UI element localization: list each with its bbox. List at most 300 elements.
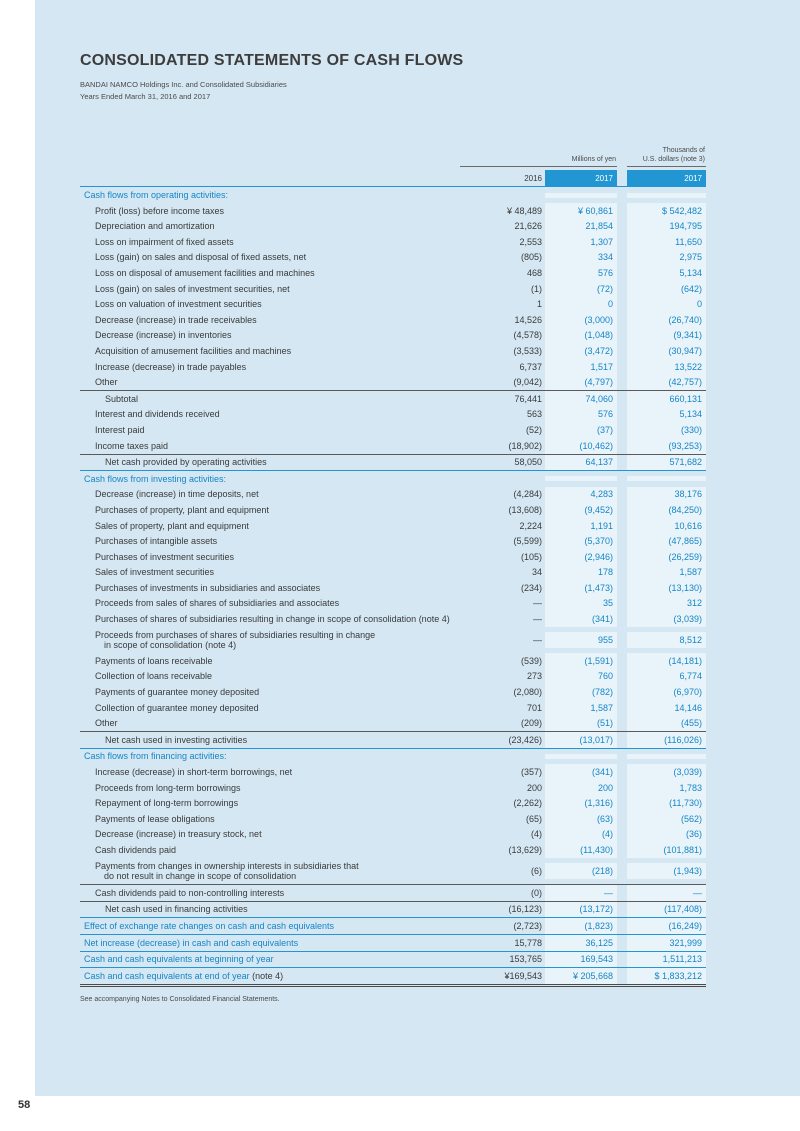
row-label: Loss on impairment of fixed assets bbox=[95, 236, 234, 247]
column-gap bbox=[617, 973, 627, 978]
column-gap bbox=[617, 380, 627, 385]
value-2017-yen: 1,307 bbox=[545, 234, 617, 250]
value-2017-yen: 64,137 bbox=[545, 455, 617, 471]
column-gap bbox=[617, 224, 627, 229]
value-2016-yen: (539) bbox=[520, 655, 542, 666]
column-gap bbox=[617, 193, 627, 198]
value-2017-usd: (84,250) bbox=[627, 502, 706, 518]
column-gap bbox=[617, 317, 627, 322]
subtitle-company: BANDAI NAMCO Holdings Inc. and Consolidated Subsidiaries bbox=[80, 80, 287, 89]
column-group-usd bbox=[627, 146, 706, 167]
value-2017-usd: 312 bbox=[627, 596, 706, 612]
table-row bbox=[80, 454, 706, 471]
value-2016-yen: (9,042) bbox=[513, 377, 542, 388]
value-2017-usd: 8,512 bbox=[627, 632, 706, 648]
row-label: Other bbox=[95, 718, 118, 729]
value-2016-yen: (2,262) bbox=[513, 798, 542, 809]
table-row bbox=[80, 312, 706, 328]
table-bottom-rule bbox=[80, 984, 706, 987]
value-2017-yen: (1,048) bbox=[545, 328, 617, 344]
value-2017-usd: (13,130) bbox=[627, 580, 706, 596]
row-label: Cash dividends paid bbox=[95, 844, 177, 855]
value-2017-usd: 38,176 bbox=[627, 487, 706, 503]
value-2017-usd: (9,341) bbox=[627, 328, 706, 344]
table-row bbox=[80, 967, 706, 984]
row-label: Acquisition of amusement facilities and machines bbox=[95, 345, 292, 356]
value-2017-usd: $ 1,833,212 bbox=[627, 968, 706, 984]
table-row bbox=[80, 811, 706, 827]
row-label: Payments of loans receivable bbox=[95, 655, 213, 666]
value-2016-yen: (357) bbox=[520, 767, 542, 778]
value-2017-yen: (341) bbox=[545, 764, 617, 780]
value-2016-yen: 2,224 bbox=[519, 520, 542, 531]
row-label-suffix: (note 4) bbox=[249, 970, 284, 981]
column-gap bbox=[617, 690, 627, 695]
column-gap bbox=[617, 396, 627, 401]
value-2016-yen: — bbox=[533, 614, 542, 625]
column-gap bbox=[617, 554, 627, 559]
value-2016-yen: (3,533) bbox=[513, 345, 542, 356]
column-gap bbox=[617, 476, 627, 481]
value-2016-yen: (0) bbox=[531, 887, 542, 898]
document-body bbox=[35, 0, 800, 1003]
column-gap bbox=[617, 617, 627, 622]
value-2017-yen: (218) bbox=[545, 863, 617, 879]
value-2017-yen: ¥ 205,668 bbox=[545, 968, 617, 984]
table-row bbox=[80, 502, 706, 518]
column-gap bbox=[617, 539, 627, 544]
value-2017-usd: (30,947) bbox=[627, 343, 706, 359]
column-gap bbox=[617, 785, 627, 790]
column-gap bbox=[617, 443, 627, 448]
value-2017-usd: (101,881) bbox=[627, 842, 706, 858]
value-2017-yen: (1,316) bbox=[545, 796, 617, 812]
row-label: Cash flows from investing activities: bbox=[84, 473, 227, 484]
value-2016-yen: (13,629) bbox=[508, 844, 542, 855]
table-row bbox=[80, 764, 706, 780]
column-gap bbox=[617, 523, 627, 528]
column-gap bbox=[617, 302, 627, 307]
table-row bbox=[80, 487, 706, 503]
row-label: Sales of property, plant and equipment bbox=[95, 520, 249, 531]
table-row bbox=[80, 716, 706, 732]
value-2017-usd: 194,795 bbox=[627, 219, 706, 235]
column-gap bbox=[617, 754, 627, 759]
value-2017-usd: (642) bbox=[627, 281, 706, 297]
value-2017-yen: (4) bbox=[545, 827, 617, 843]
column-gap bbox=[617, 638, 627, 643]
table-row bbox=[80, 748, 706, 765]
value-2017-yen bbox=[545, 193, 617, 198]
value-2016-yen: 76,441 bbox=[514, 393, 542, 404]
column-gap bbox=[617, 738, 627, 743]
value-2017-usd bbox=[627, 754, 706, 759]
table-row bbox=[80, 375, 706, 391]
column-gap bbox=[617, 721, 627, 726]
row-label: Cash dividends paid to non-controlling interests bbox=[95, 887, 285, 898]
row-label: Cash flows from financing activities: bbox=[84, 751, 227, 762]
value-2017-yen: (9,452) bbox=[545, 502, 617, 518]
value-2017-usd: (117,408) bbox=[627, 902, 706, 918]
row-label: Net cash used in financing activities bbox=[105, 904, 248, 915]
row-label: Depreciation and amortization bbox=[95, 221, 215, 232]
value-2017-usd: 5,134 bbox=[627, 407, 706, 423]
table-row bbox=[80, 653, 706, 669]
value-2016-yen: (4,578) bbox=[513, 330, 542, 341]
year-header-2017-usd: 2017 bbox=[627, 170, 706, 186]
column-gap bbox=[617, 601, 627, 606]
table-row bbox=[80, 297, 706, 313]
table-row bbox=[80, 359, 706, 375]
row-label: Interest and dividends received bbox=[95, 409, 220, 420]
table-row bbox=[80, 534, 706, 550]
value-2017-yen: — bbox=[545, 885, 617, 901]
row-label: Loss on disposal of amusement facilities and machines bbox=[95, 268, 315, 278]
value-2017-usd: (455) bbox=[627, 716, 706, 732]
value-2016-yen: (2,080) bbox=[513, 687, 542, 698]
value-2016-yen: 2,553 bbox=[519, 236, 542, 247]
column-gap bbox=[617, 801, 627, 806]
value-2017-usd: 0 bbox=[627, 297, 706, 313]
value-2017-usd bbox=[627, 193, 706, 198]
value-2017-yen: (13,172) bbox=[545, 902, 617, 918]
column-gap bbox=[617, 924, 627, 929]
value-2016-yen: 1 bbox=[536, 299, 542, 310]
value-2016-yen: 153,765 bbox=[509, 954, 542, 965]
row-label: Sales of investment securities bbox=[95, 567, 215, 578]
value-2016-yen: 15,778 bbox=[514, 937, 542, 948]
value-2016-yen: (16,123) bbox=[508, 904, 542, 915]
value-2017-yen: 1,587 bbox=[545, 700, 617, 716]
value-2017-usd: 5,134 bbox=[627, 265, 706, 281]
row-label: Net cash used in investing activities bbox=[105, 734, 248, 745]
table-row bbox=[80, 827, 706, 843]
value-2017-yen: (1,591) bbox=[545, 653, 617, 669]
value-2017-yen: (10,462) bbox=[545, 438, 617, 454]
row-label: Decrease (increase) in trade receivables bbox=[95, 314, 257, 325]
column-gap bbox=[617, 957, 627, 962]
row-label: Interest paid bbox=[95, 424, 145, 435]
column-gap bbox=[617, 570, 627, 575]
value-2017-yen: (3,472) bbox=[545, 343, 617, 359]
value-2016-yen: 701 bbox=[526, 702, 542, 713]
value-2017-yen: (37) bbox=[545, 422, 617, 438]
value-2017-usd: (26,259) bbox=[627, 549, 706, 565]
row-label: Decrease (increase) in inventories bbox=[95, 330, 232, 341]
row-label: Payments of guarantee money deposited bbox=[95, 687, 260, 698]
value-2017-yen: 74,060 bbox=[545, 391, 617, 407]
value-2016-yen: (2,723) bbox=[513, 920, 542, 931]
row-label: Other bbox=[95, 377, 118, 388]
value-2017-usd: (11,730) bbox=[627, 796, 706, 812]
column-gap bbox=[617, 659, 627, 664]
table-row bbox=[80, 917, 706, 934]
year-header-row bbox=[80, 170, 706, 187]
column-gap bbox=[617, 705, 627, 710]
column-gap bbox=[617, 869, 627, 874]
column-gap bbox=[617, 286, 627, 291]
page-number: 58 bbox=[18, 1099, 31, 1111]
row-label: Proceeds from long-term borrowings bbox=[95, 782, 241, 793]
value-2017-usd: (42,757) bbox=[627, 375, 706, 391]
value-2016-yen: (52) bbox=[525, 424, 542, 435]
value-2016-yen bbox=[460, 754, 545, 759]
table-row bbox=[80, 565, 706, 581]
value-2017-usd: (116,026) bbox=[627, 732, 706, 748]
row-label: Purchases of property, plant and equipment bbox=[95, 504, 269, 515]
row-label: Cash and cash equivalents at end of year (note 4) bbox=[84, 970, 284, 981]
row-label: Purchases of intangible assets bbox=[95, 536, 218, 547]
value-2016-yen: 6,737 bbox=[519, 361, 542, 372]
value-2016-yen bbox=[460, 476, 545, 481]
value-2017-usd: (330) bbox=[627, 422, 706, 438]
column-gap bbox=[617, 890, 627, 895]
value-2017-yen: (13,017) bbox=[545, 732, 617, 748]
value-2017-yen: 35 bbox=[545, 596, 617, 612]
column-gap bbox=[617, 848, 627, 853]
year-header-2017-yen: 2017 bbox=[545, 170, 617, 186]
row-label: Proceeds from purchases of shares of subsidiaries resulting in change in scope of consolidation (note 4) bbox=[95, 629, 376, 651]
value-2016-yen: 34 bbox=[531, 567, 542, 578]
row-label: Loss (gain) on sales and disposal of fixed assets, net bbox=[95, 252, 307, 263]
column-gap bbox=[617, 460, 627, 465]
table-row bbox=[80, 596, 706, 612]
row-label: Payments of lease obligations bbox=[95, 813, 215, 824]
table-row bbox=[80, 951, 706, 968]
value-2016-yen: ¥ 48,489 bbox=[506, 205, 542, 216]
value-2017-yen: 576 bbox=[545, 407, 617, 423]
value-2017-usd: 11,650 bbox=[627, 234, 706, 250]
value-2017-usd: 2,975 bbox=[627, 250, 706, 266]
value-2017-yen: (1,473) bbox=[545, 580, 617, 596]
value-2017-yen: (782) bbox=[545, 684, 617, 700]
value-2016-yen: 200 bbox=[526, 782, 542, 793]
row-label: Repayment of long-term borrowings bbox=[95, 798, 239, 809]
value-2017-usd: 321,999 bbox=[627, 935, 706, 951]
table-row bbox=[80, 390, 706, 407]
table-row bbox=[80, 234, 706, 250]
value-2016-yen: (805) bbox=[520, 252, 542, 263]
value-2017-yen: 169,543 bbox=[545, 952, 617, 968]
row-label: Collection of loans receivable bbox=[95, 671, 213, 682]
table-rows bbox=[80, 187, 706, 983]
column-gap bbox=[617, 208, 627, 213]
table-row bbox=[80, 669, 706, 685]
table-row bbox=[80, 901, 706, 918]
table-row bbox=[80, 731, 706, 748]
value-2017-usd: (3,039) bbox=[627, 764, 706, 780]
table-row bbox=[80, 470, 706, 487]
column-group-millions-yen bbox=[460, 155, 617, 167]
row-label: Purchases of shares of subsidiaries resulting in change in scope of consolidation (note 4) bbox=[95, 614, 450, 625]
row-label: Net increase (decrease) in cash and cash equivalents bbox=[84, 937, 299, 948]
value-2017-yen: 36,125 bbox=[545, 935, 617, 951]
value-2017-yen: 178 bbox=[545, 565, 617, 581]
value-2016-yen: (65) bbox=[525, 813, 542, 824]
value-2017-usd: (16,249) bbox=[627, 918, 706, 934]
column-gap bbox=[617, 240, 627, 245]
value-2017-yen: 760 bbox=[545, 669, 617, 685]
table-row bbox=[80, 281, 706, 297]
value-2016-yen bbox=[460, 193, 545, 198]
table-row bbox=[80, 187, 706, 203]
row-label-line2: in scope of consolidation (note 4) bbox=[104, 640, 237, 651]
table-row bbox=[80, 549, 706, 565]
value-2016-yen: — bbox=[533, 634, 542, 645]
row-label: Loss on valuation of investment securities bbox=[95, 299, 262, 310]
column-gap bbox=[617, 492, 627, 497]
value-2016-yen: (4,284) bbox=[513, 489, 542, 500]
value-2016-yen: (13,608) bbox=[508, 504, 542, 515]
value-2016-yen: 563 bbox=[526, 409, 542, 420]
value-2016-yen: ¥169,543 bbox=[504, 970, 542, 981]
value-2016-yen: — bbox=[533, 598, 542, 609]
table-row bbox=[80, 700, 706, 716]
value-2017-yen: ¥ 60,861 bbox=[545, 203, 617, 219]
column-gap bbox=[617, 586, 627, 591]
row-label: Effect of exchange rate changes on cash and cash equivalents bbox=[84, 920, 335, 931]
value-2017-usd: 660,131 bbox=[627, 391, 706, 407]
row-label-line2: do not result in change in scope of consolidation bbox=[104, 871, 297, 882]
value-2017-usd: (1,943) bbox=[627, 863, 706, 879]
table-row bbox=[80, 842, 706, 858]
value-2017-usd: 13,522 bbox=[627, 359, 706, 375]
content-panel bbox=[35, 0, 800, 1096]
table-row bbox=[80, 684, 706, 700]
value-2017-yen: (1,823) bbox=[545, 918, 617, 934]
column-gap bbox=[617, 364, 627, 369]
value-2017-yen: 4,283 bbox=[545, 487, 617, 503]
value-2016-yen: (6) bbox=[531, 865, 542, 876]
row-label: Increase (decrease) in short-term borrowings, net bbox=[95, 767, 293, 778]
column-gap bbox=[617, 349, 627, 354]
column-gap bbox=[617, 412, 627, 417]
value-2017-usd: (26,740) bbox=[627, 312, 706, 328]
column-gap bbox=[617, 770, 627, 775]
row-label: Cash and cash equivalents at beginning of year bbox=[84, 954, 274, 965]
value-2017-yen: (72) bbox=[545, 281, 617, 297]
row-label: Proceeds from sales of shares of subsidiaries and associates bbox=[95, 598, 340, 609]
value-2016-yen: 14,526 bbox=[514, 314, 542, 325]
cashflow-table bbox=[80, 146, 706, 987]
table-row bbox=[80, 611, 706, 627]
value-2017-yen: (3,000) bbox=[545, 312, 617, 328]
row-label: Cash flows from operating activities: bbox=[84, 190, 229, 201]
value-2017-yen: 200 bbox=[545, 780, 617, 796]
column-group-row bbox=[80, 146, 706, 167]
value-2016-yen: 21,626 bbox=[514, 221, 542, 232]
page-title: CONSOLIDATED STATEMENTS OF CASH FLOWS bbox=[80, 52, 464, 69]
column-gap bbox=[617, 508, 627, 513]
value-2016-yen: (5,599) bbox=[513, 536, 542, 547]
subtitle-years: Years Ended March 31, 2016 and 2017 bbox=[80, 91, 211, 101]
row-label: Subtotal bbox=[105, 393, 139, 404]
value-2017-yen bbox=[545, 476, 617, 481]
value-2017-yen: (5,370) bbox=[545, 534, 617, 550]
column-group-usd-line2: U.S. dollars (note 3) bbox=[642, 156, 705, 164]
table-row bbox=[80, 884, 706, 901]
value-2017-usd: (93,253) bbox=[627, 438, 706, 454]
footnote: See accompanying Notes to Consolidated Financial Statements. bbox=[80, 995, 280, 1003]
value-2016-yen: (18,902) bbox=[508, 440, 542, 451]
value-2017-usd: (562) bbox=[627, 811, 706, 827]
column-gap bbox=[617, 333, 627, 338]
value-2017-yen: (341) bbox=[545, 611, 617, 627]
value-2017-usd: $ 542,482 bbox=[627, 203, 706, 219]
column-gap bbox=[617, 832, 627, 837]
value-2017-usd: 1,587 bbox=[627, 565, 706, 581]
column-group-yen-label: Millions of yen bbox=[571, 156, 616, 164]
row-label: Increase (decrease) in trade payables bbox=[95, 361, 247, 372]
table-row bbox=[80, 934, 706, 951]
table-row bbox=[80, 250, 706, 266]
table-row bbox=[80, 438, 706, 454]
value-2017-usd: (6,970) bbox=[627, 684, 706, 700]
row-label: Decrease (increase) in treasury stock, net bbox=[95, 829, 262, 840]
value-2017-usd: (47,865) bbox=[627, 534, 706, 550]
row-label: Purchases of investment securities bbox=[95, 551, 235, 562]
value-2016-yen: 58,050 bbox=[514, 457, 542, 468]
value-2017-yen: (2,946) bbox=[545, 549, 617, 565]
table-row bbox=[80, 422, 706, 438]
table-row bbox=[80, 780, 706, 796]
row-label: Payments from changes in ownership interests in subsidiaries that do not result in change in scope of consolidation bbox=[95, 860, 359, 882]
column-group-usd-line1: Thousands of bbox=[662, 147, 705, 155]
column-gap bbox=[617, 428, 627, 433]
value-2016-yen: (1) bbox=[531, 283, 542, 294]
row-label: Purchases of investments in subsidiaries and associates bbox=[95, 582, 321, 593]
table-row bbox=[80, 627, 706, 653]
value-2017-yen bbox=[545, 754, 617, 759]
row-label: Loss (gain) on sales of investment securities, net bbox=[95, 283, 290, 294]
value-2017-yen: 334 bbox=[545, 250, 617, 266]
value-2017-usd: 571,682 bbox=[627, 455, 706, 471]
table-row bbox=[80, 796, 706, 812]
row-label: Profit (loss) before income taxes bbox=[95, 205, 225, 216]
row-label: Income taxes paid bbox=[95, 440, 169, 451]
table-row bbox=[80, 518, 706, 534]
table-row bbox=[80, 343, 706, 359]
row-label: Collection of guarantee money deposited bbox=[95, 702, 259, 713]
year-header-2016: 2016 bbox=[524, 174, 542, 184]
table-row bbox=[80, 219, 706, 235]
table-row bbox=[80, 407, 706, 423]
value-2017-yen: (4,797) bbox=[545, 375, 617, 391]
value-2017-usd: 1,783 bbox=[627, 780, 706, 796]
table-row bbox=[80, 580, 706, 596]
value-2017-usd: 14,146 bbox=[627, 700, 706, 716]
value-2017-yen: 1,191 bbox=[545, 518, 617, 534]
table-row bbox=[80, 858, 706, 884]
value-2016-yen: (23,426) bbox=[508, 734, 542, 745]
value-2017-yen: (11,430) bbox=[545, 842, 617, 858]
value-2016-yen: (234) bbox=[520, 582, 542, 593]
value-2017-usd: (36) bbox=[627, 827, 706, 843]
column-gap bbox=[617, 907, 627, 912]
value-2016-yen: 468 bbox=[526, 268, 542, 278]
value-2017-usd: 10,616 bbox=[627, 518, 706, 534]
value-2017-yen: 21,854 bbox=[545, 219, 617, 235]
value-2016-yen: (209) bbox=[520, 718, 542, 729]
value-2017-usd: 6,774 bbox=[627, 669, 706, 685]
table-row bbox=[80, 265, 706, 281]
column-gap bbox=[617, 271, 627, 276]
value-2017-yen: (63) bbox=[545, 811, 617, 827]
table-row bbox=[80, 203, 706, 219]
value-2017-usd bbox=[627, 476, 706, 481]
value-2017-yen: 576 bbox=[545, 265, 617, 281]
row-label: Decrease (increase) in time deposits, net bbox=[95, 489, 259, 500]
